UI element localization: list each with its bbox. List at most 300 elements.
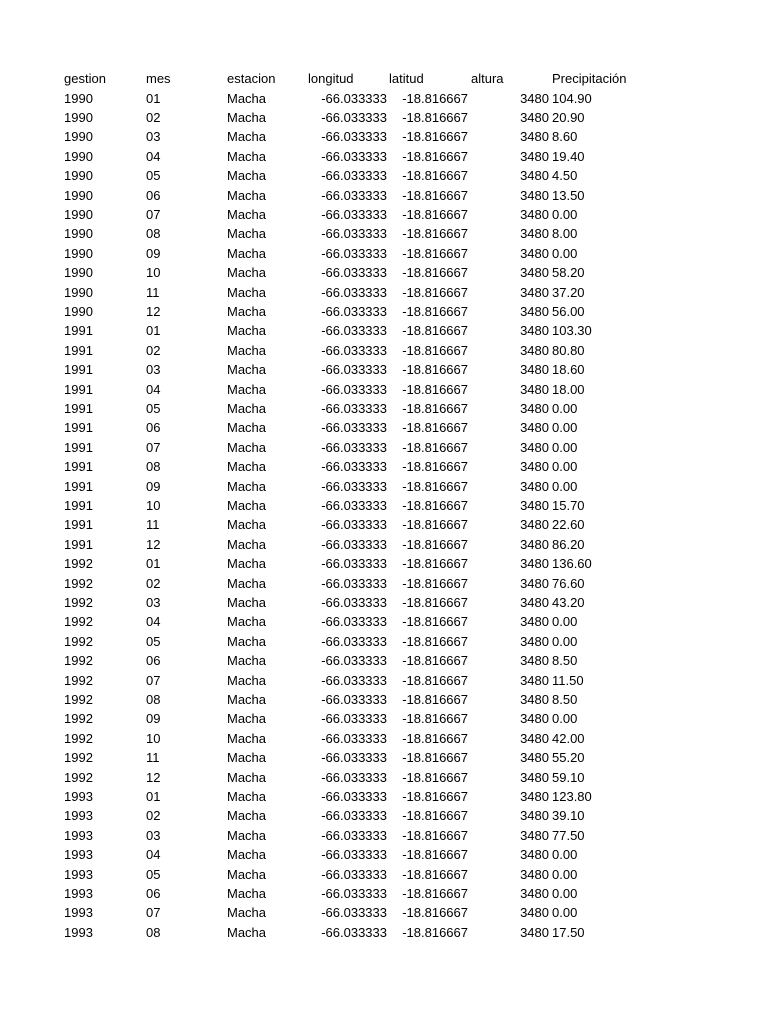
cell-precipitacion: 0.00 xyxy=(552,420,578,436)
cell-latitud: -18.816667 xyxy=(402,362,468,378)
table-row xyxy=(0,302,768,321)
cell-altura: 3480 xyxy=(520,672,549,688)
cell-longitud: -66.033333 xyxy=(321,206,387,222)
table-row xyxy=(0,651,768,670)
cell-longitud: -66.033333 xyxy=(321,730,387,746)
table-row xyxy=(0,496,768,515)
header-estacion: estacion xyxy=(227,71,276,86)
cell-latitud: -18.816667 xyxy=(402,847,468,863)
cell-longitud: -66.033333 xyxy=(321,556,387,572)
cell-estacion: Macha xyxy=(227,400,267,416)
table-row xyxy=(0,729,768,748)
cell-mes: 05 xyxy=(146,400,161,416)
cell-altura: 3480 xyxy=(520,769,549,785)
cell-precipitacion: 17.50 xyxy=(552,924,585,940)
cell-precipitacion: 0.00 xyxy=(552,633,578,649)
cell-estacion: Macha xyxy=(227,323,267,339)
cell-latitud: -18.816667 xyxy=(402,633,468,649)
cell-gestion: 1990 xyxy=(64,90,93,106)
cell-mes: 01 xyxy=(146,323,161,339)
cell-altura: 3480 xyxy=(520,866,549,882)
cell-precipitacion: 8.50 xyxy=(552,691,578,707)
cell-gestion: 1991 xyxy=(64,420,93,436)
cell-longitud: -66.033333 xyxy=(321,497,387,513)
cell-estacion: Macha xyxy=(227,187,267,203)
cell-altura: 3480 xyxy=(520,148,549,164)
cell-latitud: -18.816667 xyxy=(402,672,468,688)
cell-precipitacion: 4.50 xyxy=(552,168,578,184)
cell-altura: 3480 xyxy=(520,245,549,261)
cell-longitud: -66.033333 xyxy=(321,905,387,921)
cell-gestion: 1993 xyxy=(64,885,93,901)
cell-estacion: Macha xyxy=(227,148,267,164)
cell-gestion: 1990 xyxy=(64,129,93,145)
cell-precipitacion: 59.10 xyxy=(552,769,585,785)
table-row xyxy=(0,477,768,496)
cell-precipitacion: 0.00 xyxy=(552,847,578,863)
cell-altura: 3480 xyxy=(520,323,549,339)
table-row xyxy=(0,923,768,942)
cell-longitud: -66.033333 xyxy=(321,129,387,145)
cell-longitud: -66.033333 xyxy=(321,536,387,552)
cell-altura: 3480 xyxy=(520,109,549,125)
cell-altura: 3480 xyxy=(520,439,549,455)
cell-altura: 3480 xyxy=(520,885,549,901)
cell-precipitacion: 0.00 xyxy=(552,905,578,921)
header-altura: altura xyxy=(471,71,504,86)
cell-altura: 3480 xyxy=(520,827,549,843)
cell-altura: 3480 xyxy=(520,206,549,222)
table-row xyxy=(0,787,768,806)
cell-estacion: Macha xyxy=(227,381,267,397)
cell-estacion: Macha xyxy=(227,265,267,281)
cell-latitud: -18.816667 xyxy=(402,400,468,416)
cell-altura: 3480 xyxy=(520,226,549,242)
table-row xyxy=(0,438,768,457)
cell-estacion: Macha xyxy=(227,284,267,300)
header-gestion: gestion xyxy=(64,71,106,86)
cell-estacion: Macha xyxy=(227,672,267,688)
cell-latitud: -18.816667 xyxy=(402,284,468,300)
cell-precipitacion: 37.20 xyxy=(552,284,585,300)
cell-latitud: -18.816667 xyxy=(402,420,468,436)
cell-longitud: -66.033333 xyxy=(321,109,387,125)
cell-longitud: -66.033333 xyxy=(321,653,387,669)
cell-estacion: Macha xyxy=(227,730,267,746)
cell-estacion: Macha xyxy=(227,691,267,707)
cell-estacion: Macha xyxy=(227,653,267,669)
cell-altura: 3480 xyxy=(520,750,549,766)
cell-estacion: Macha xyxy=(227,439,267,455)
table-row xyxy=(0,884,768,903)
cell-latitud: -18.816667 xyxy=(402,924,468,940)
cell-precipitacion: 39.10 xyxy=(552,808,585,824)
table-row xyxy=(0,186,768,205)
cell-altura: 3480 xyxy=(520,303,549,319)
cell-longitud: -66.033333 xyxy=(321,866,387,882)
cell-latitud: -18.816667 xyxy=(402,769,468,785)
cell-mes: 02 xyxy=(146,575,161,591)
table-row xyxy=(0,380,768,399)
table-row xyxy=(0,690,768,709)
cell-mes: 06 xyxy=(146,885,161,901)
table-row xyxy=(0,263,768,282)
cell-precipitacion: 86.20 xyxy=(552,536,585,552)
cell-gestion: 1991 xyxy=(64,381,93,397)
cell-longitud: -66.033333 xyxy=(321,303,387,319)
table-row xyxy=(0,283,768,302)
cell-estacion: Macha xyxy=(227,459,267,475)
cell-gestion: 1993 xyxy=(64,827,93,843)
cell-altura: 3480 xyxy=(520,788,549,804)
cell-mes: 07 xyxy=(146,439,161,455)
cell-mes: 09 xyxy=(146,478,161,494)
cell-mes: 02 xyxy=(146,808,161,824)
cell-estacion: Macha xyxy=(227,847,267,863)
table-row xyxy=(0,632,768,651)
cell-precipitacion: 0.00 xyxy=(552,400,578,416)
header-longitud: longitud xyxy=(308,71,354,86)
cell-longitud: -66.033333 xyxy=(321,381,387,397)
cell-latitud: -18.816667 xyxy=(402,381,468,397)
cell-latitud: -18.816667 xyxy=(402,517,468,533)
table-row xyxy=(0,224,768,243)
cell-latitud: -18.816667 xyxy=(402,168,468,184)
cell-longitud: -66.033333 xyxy=(321,420,387,436)
cell-latitud: -18.816667 xyxy=(402,109,468,125)
cell-latitud: -18.816667 xyxy=(402,730,468,746)
cell-estacion: Macha xyxy=(227,497,267,513)
cell-latitud: -18.816667 xyxy=(402,905,468,921)
cell-gestion: 1991 xyxy=(64,536,93,552)
cell-precipitacion: 8.00 xyxy=(552,226,578,242)
cell-gestion: 1992 xyxy=(64,575,93,591)
cell-altura: 3480 xyxy=(520,478,549,494)
cell-latitud: -18.816667 xyxy=(402,594,468,610)
cell-longitud: -66.033333 xyxy=(321,362,387,378)
cell-longitud: -66.033333 xyxy=(321,323,387,339)
cell-estacion: Macha xyxy=(227,633,267,649)
cell-precipitacion: 0.00 xyxy=(552,885,578,901)
cell-longitud: -66.033333 xyxy=(321,633,387,649)
cell-gestion: 1990 xyxy=(64,265,93,281)
cell-gestion: 1992 xyxy=(64,769,93,785)
cell-mes: 08 xyxy=(146,459,161,475)
table-row xyxy=(0,574,768,593)
cell-precipitacion: 22.60 xyxy=(552,517,585,533)
cell-altura: 3480 xyxy=(520,90,549,106)
table-row xyxy=(0,903,768,922)
cell-altura: 3480 xyxy=(520,362,549,378)
cell-mes: 04 xyxy=(146,847,161,863)
cell-gestion: 1991 xyxy=(64,362,93,378)
cell-estacion: Macha xyxy=(227,594,267,610)
cell-mes: 11 xyxy=(146,750,160,766)
cell-mes: 04 xyxy=(146,381,161,397)
cell-altura: 3480 xyxy=(520,381,549,397)
cell-estacion: Macha xyxy=(227,226,267,242)
cell-longitud: -66.033333 xyxy=(321,769,387,785)
cell-mes: 07 xyxy=(146,206,161,222)
cell-estacion: Macha xyxy=(227,575,267,591)
cell-precipitacion: 0.00 xyxy=(552,439,578,455)
cell-latitud: -18.816667 xyxy=(402,750,468,766)
cell-mes: 03 xyxy=(146,129,161,145)
cell-precipitacion: 13.50 xyxy=(552,187,585,203)
cell-longitud: -66.033333 xyxy=(321,711,387,727)
cell-precipitacion: 15.70 xyxy=(552,497,585,513)
cell-mes: 06 xyxy=(146,420,161,436)
cell-longitud: -66.033333 xyxy=(321,342,387,358)
cell-altura: 3480 xyxy=(520,808,549,824)
cell-mes: 08 xyxy=(146,691,161,707)
cell-latitud: -18.816667 xyxy=(402,866,468,882)
cell-latitud: -18.816667 xyxy=(402,206,468,222)
cell-gestion: 1992 xyxy=(64,653,93,669)
cell-estacion: Macha xyxy=(227,245,267,261)
table-row xyxy=(0,535,768,554)
cell-latitud: -18.816667 xyxy=(402,614,468,630)
cell-gestion: 1991 xyxy=(64,497,93,513)
cell-estacion: Macha xyxy=(227,556,267,572)
cell-mes: 10 xyxy=(146,497,161,513)
cell-latitud: -18.816667 xyxy=(402,439,468,455)
cell-precipitacion: 42.00 xyxy=(552,730,585,746)
cell-longitud: -66.033333 xyxy=(321,168,387,184)
cell-estacion: Macha xyxy=(227,90,267,106)
cell-mes: 02 xyxy=(146,342,161,358)
cell-mes: 03 xyxy=(146,362,161,378)
table-row xyxy=(0,205,768,224)
cell-mes: 09 xyxy=(146,711,161,727)
cell-altura: 3480 xyxy=(520,691,549,707)
table-row xyxy=(0,418,768,437)
cell-gestion: 1992 xyxy=(64,672,93,688)
cell-longitud: -66.033333 xyxy=(321,808,387,824)
table-row xyxy=(0,806,768,825)
cell-gestion: 1990 xyxy=(64,284,93,300)
table-row xyxy=(0,399,768,418)
cell-precipitacion: 76.60 xyxy=(552,575,585,591)
cell-precipitacion: 18.00 xyxy=(552,381,585,397)
cell-mes: 10 xyxy=(146,730,161,746)
cell-gestion: 1993 xyxy=(64,905,93,921)
cell-gestion: 1993 xyxy=(64,847,93,863)
cell-precipitacion: 0.00 xyxy=(552,245,578,261)
table-row xyxy=(0,166,768,185)
cell-estacion: Macha xyxy=(227,885,267,901)
cell-latitud: -18.816667 xyxy=(402,148,468,164)
cell-altura: 3480 xyxy=(520,633,549,649)
cell-altura: 3480 xyxy=(520,459,549,475)
cell-mes: 03 xyxy=(146,827,161,843)
cell-gestion: 1993 xyxy=(64,924,93,940)
cell-precipitacion: 123.80 xyxy=(552,788,592,804)
cell-latitud: -18.816667 xyxy=(402,497,468,513)
cell-estacion: Macha xyxy=(227,924,267,940)
cell-longitud: -66.033333 xyxy=(321,245,387,261)
cell-latitud: -18.816667 xyxy=(402,478,468,494)
cell-latitud: -18.816667 xyxy=(402,226,468,242)
cell-precipitacion: 18.60 xyxy=(552,362,585,378)
cell-gestion: 1993 xyxy=(64,788,93,804)
cell-altura: 3480 xyxy=(520,284,549,300)
cell-altura: 3480 xyxy=(520,556,549,572)
cell-estacion: Macha xyxy=(227,905,267,921)
cell-latitud: -18.816667 xyxy=(402,808,468,824)
cell-gestion: 1991 xyxy=(64,342,93,358)
cell-precipitacion: 103.30 xyxy=(552,323,592,339)
cell-mes: 12 xyxy=(146,536,161,552)
cell-estacion: Macha xyxy=(227,206,267,222)
table-row xyxy=(0,593,768,612)
cell-gestion: 1991 xyxy=(64,323,93,339)
cell-estacion: Macha xyxy=(227,362,267,378)
cell-gestion: 1993 xyxy=(64,866,93,882)
table-row xyxy=(0,341,768,360)
cell-gestion: 1991 xyxy=(64,439,93,455)
cell-precipitacion: 19.40 xyxy=(552,148,585,164)
cell-gestion: 1990 xyxy=(64,187,93,203)
cell-latitud: -18.816667 xyxy=(402,711,468,727)
cell-gestion: 1990 xyxy=(64,109,93,125)
cell-altura: 3480 xyxy=(520,342,549,358)
cell-latitud: -18.816667 xyxy=(402,788,468,804)
cell-mes: 04 xyxy=(146,614,161,630)
cell-estacion: Macha xyxy=(227,342,267,358)
cell-estacion: Macha xyxy=(227,536,267,552)
cell-estacion: Macha xyxy=(227,711,267,727)
cell-gestion: 1990 xyxy=(64,168,93,184)
cell-precipitacion: 43.20 xyxy=(552,594,585,610)
cell-precipitacion: 8.60 xyxy=(552,129,578,145)
cell-mes: 01 xyxy=(146,90,161,106)
table-row xyxy=(0,321,768,340)
cell-estacion: Macha xyxy=(227,788,267,804)
cell-longitud: -66.033333 xyxy=(321,517,387,533)
cell-gestion: 1992 xyxy=(64,633,93,649)
cell-precipitacion: 20.90 xyxy=(552,109,585,125)
cell-longitud: -66.033333 xyxy=(321,439,387,455)
cell-longitud: -66.033333 xyxy=(321,750,387,766)
cell-estacion: Macha xyxy=(227,420,267,436)
cell-latitud: -18.816667 xyxy=(402,303,468,319)
cell-altura: 3480 xyxy=(520,168,549,184)
cell-longitud: -66.033333 xyxy=(321,400,387,416)
cell-gestion: 1993 xyxy=(64,808,93,824)
cell-longitud: -66.033333 xyxy=(321,226,387,242)
cell-altura: 3480 xyxy=(520,187,549,203)
cell-mes: 07 xyxy=(146,672,161,688)
cell-mes: 10 xyxy=(146,265,161,281)
cell-gestion: 1992 xyxy=(64,614,93,630)
table-row xyxy=(0,127,768,146)
cell-longitud: -66.033333 xyxy=(321,672,387,688)
table-row xyxy=(0,845,768,864)
table-row xyxy=(0,865,768,884)
cell-altura: 3480 xyxy=(520,420,549,436)
table-row xyxy=(0,671,768,690)
cell-latitud: -18.816667 xyxy=(402,459,468,475)
cell-estacion: Macha xyxy=(227,827,267,843)
cell-latitud: -18.816667 xyxy=(402,265,468,281)
cell-latitud: -18.816667 xyxy=(402,653,468,669)
cell-estacion: Macha xyxy=(227,769,267,785)
cell-altura: 3480 xyxy=(520,847,549,863)
cell-altura: 3480 xyxy=(520,536,549,552)
cell-estacion: Macha xyxy=(227,808,267,824)
cell-mes: 04 xyxy=(146,148,161,164)
table-row xyxy=(0,360,768,379)
cell-longitud: -66.033333 xyxy=(321,885,387,901)
cell-gestion: 1991 xyxy=(64,517,93,533)
cell-precipitacion: 8.50 xyxy=(552,653,578,669)
table-row xyxy=(0,612,768,631)
cell-estacion: Macha xyxy=(227,168,267,184)
cell-altura: 3480 xyxy=(520,924,549,940)
cell-latitud: -18.816667 xyxy=(402,885,468,901)
cell-mes: 05 xyxy=(146,168,161,184)
cell-gestion: 1990 xyxy=(64,226,93,242)
cell-precipitacion: 0.00 xyxy=(552,206,578,222)
cell-altura: 3480 xyxy=(520,711,549,727)
cell-precipitacion: 56.00 xyxy=(552,303,585,319)
cell-longitud: -66.033333 xyxy=(321,90,387,106)
cell-estacion: Macha xyxy=(227,614,267,630)
cell-estacion: Macha xyxy=(227,517,267,533)
cell-gestion: 1990 xyxy=(64,148,93,164)
table-row xyxy=(0,89,768,108)
cell-longitud: -66.033333 xyxy=(321,459,387,475)
header-precipitacion: Precipitación xyxy=(552,71,627,86)
cell-altura: 3480 xyxy=(520,400,549,416)
cell-altura: 3480 xyxy=(520,730,549,746)
cell-mes: 12 xyxy=(146,303,161,319)
cell-latitud: -18.816667 xyxy=(402,827,468,843)
cell-estacion: Macha xyxy=(227,866,267,882)
cell-altura: 3480 xyxy=(520,497,549,513)
table-row xyxy=(0,826,768,845)
cell-mes: 01 xyxy=(146,788,161,804)
cell-estacion: Macha xyxy=(227,303,267,319)
cell-precipitacion: 0.00 xyxy=(552,614,578,630)
cell-mes: 05 xyxy=(146,866,161,882)
cell-altura: 3480 xyxy=(520,905,549,921)
cell-gestion: 1990 xyxy=(64,245,93,261)
cell-mes: 01 xyxy=(146,556,161,572)
cell-latitud: -18.816667 xyxy=(402,575,468,591)
cell-gestion: 1990 xyxy=(64,206,93,222)
table-row xyxy=(0,147,768,166)
cell-latitud: -18.816667 xyxy=(402,129,468,145)
cell-gestion: 1990 xyxy=(64,303,93,319)
cell-gestion: 1991 xyxy=(64,478,93,494)
cell-gestion: 1991 xyxy=(64,400,93,416)
cell-mes: 05 xyxy=(146,633,161,649)
table-row xyxy=(0,768,768,787)
table-row xyxy=(0,457,768,476)
cell-altura: 3480 xyxy=(520,265,549,281)
cell-gestion: 1992 xyxy=(64,691,93,707)
cell-mes: 06 xyxy=(146,187,161,203)
cell-latitud: -18.816667 xyxy=(402,536,468,552)
cell-precipitacion: 0.00 xyxy=(552,711,578,727)
cell-longitud: -66.033333 xyxy=(321,924,387,940)
cell-gestion: 1992 xyxy=(64,730,93,746)
cell-mes: 03 xyxy=(146,594,161,610)
cell-precipitacion: 0.00 xyxy=(552,478,578,494)
cell-precipitacion: 136.60 xyxy=(552,556,592,572)
